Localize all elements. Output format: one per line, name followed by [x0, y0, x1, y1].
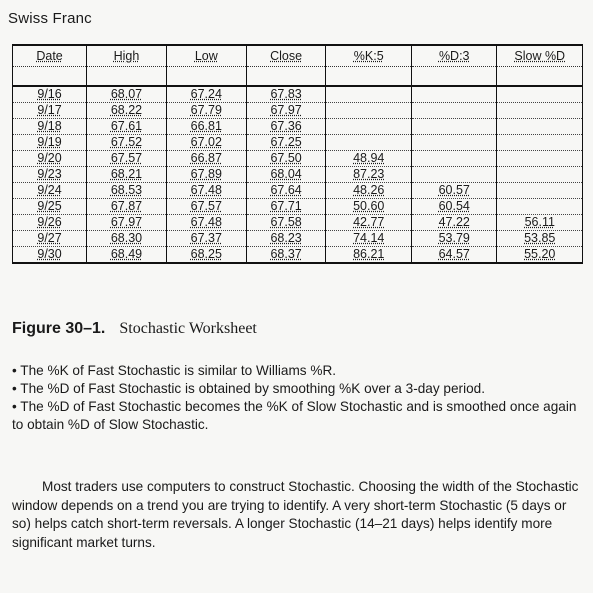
page-title: Swiss Franc [8, 10, 92, 27]
cell-close: 67.83 [246, 86, 326, 103]
table-row [13, 151, 583, 167]
cell-date: 9/23 [13, 167, 87, 183]
cell-d3: 60.54 [411, 199, 497, 215]
cell-date: 9/16 [13, 86, 87, 103]
cell-close: 67.25 [246, 135, 326, 151]
cell-high: 67.52 [87, 135, 167, 151]
cell-d3 [411, 167, 497, 183]
cell-close: 68.04 [246, 167, 326, 183]
cell-k5 [326, 86, 412, 103]
cell-date: 9/24 [13, 183, 87, 199]
header-slow-d: Slow %D [497, 45, 583, 67]
table-row [13, 86, 583, 103]
table-row [13, 167, 583, 183]
cell-k5: 48.26 [326, 183, 412, 199]
header-high: High [87, 45, 167, 67]
table-row [13, 199, 583, 215]
cell-d3 [411, 135, 497, 151]
cell-high: 68.49 [87, 247, 167, 264]
cell-d3 [411, 151, 497, 167]
cell-slow-d [497, 119, 583, 135]
cell-close: 67.71 [246, 199, 326, 215]
cell-slow-d [497, 183, 583, 199]
cell-k5: 50.60 [326, 199, 412, 215]
cell-date: 9/26 [13, 215, 87, 231]
table-row [13, 135, 583, 151]
figure-caption [12, 320, 257, 338]
cell-high: 68.21 [87, 167, 167, 183]
figure-number: Figure 30–1. [12, 320, 106, 337]
cell-high: 67.57 [87, 151, 167, 167]
cell-slow-d [497, 167, 583, 183]
table-row [13, 183, 583, 199]
cell-low: 68.25 [166, 247, 246, 264]
cell-close: 67.97 [246, 103, 326, 119]
table-row [13, 247, 583, 264]
cell-k5 [326, 119, 412, 135]
cell-date: 9/25 [13, 199, 87, 215]
cell-date: 9/30 [13, 247, 87, 264]
cell-close: 68.23 [246, 231, 326, 247]
bullet-item: • The %K of Fast Stochastic is similar to Williams %R. [12, 363, 337, 378]
bullet-item: • The %D of Fast Stochastic becomes the %K of Slow Stochastic and is smoothed once again to obtain %D of Slow Stochastic. [12, 399, 577, 432]
cell-slow-d: 56.11 [497, 215, 583, 231]
cell-close: 67.58 [246, 215, 326, 231]
table-spacer-row [13, 67, 583, 87]
cell-low: 67.48 [166, 183, 246, 199]
cell-d3 [411, 119, 497, 135]
cell-k5: 74.14 [326, 231, 412, 247]
cell-low: 67.79 [166, 103, 246, 119]
cell-slow-d [497, 103, 583, 119]
cell-d3 [411, 103, 497, 119]
table-row [13, 231, 583, 247]
cell-high: 68.53 [87, 183, 167, 199]
cell-high: 68.07 [87, 86, 167, 103]
cell-high: 68.30 [87, 231, 167, 247]
cell-d3: 47.22 [411, 215, 497, 231]
cell-date: 9/17 [13, 103, 87, 119]
cell-low: 66.81 [166, 119, 246, 135]
cell-slow-d: 53.85 [497, 231, 583, 247]
cell-low: 67.48 [166, 215, 246, 231]
cell-low: 66.87 [166, 151, 246, 167]
cell-low: 67.89 [166, 167, 246, 183]
cell-date: 9/20 [13, 151, 87, 167]
cell-close: 67.36 [246, 119, 326, 135]
header-k5: %K:5 [326, 45, 412, 67]
stochastic-worksheet-table [12, 44, 583, 264]
cell-k5: 86.21 [326, 247, 412, 264]
cell-close: 68.37 [246, 247, 326, 264]
cell-low: 67.57 [166, 199, 246, 215]
cell-high: 67.97 [87, 215, 167, 231]
header-close: Close [246, 45, 326, 67]
cell-d3: 60.57 [411, 183, 497, 199]
figure-title: Stochastic Worksheet [119, 320, 257, 337]
cell-d3 [411, 86, 497, 103]
cell-low: 67.37 [166, 231, 246, 247]
body-paragraph: Most traders use computers to construct Stochastic. Choosing the width of the Stochastic window depends on a trend you are trying to identify. A very short-term Stochastic (5 days or so) helps catch short-term reversals. A longer Stochastic (14–21 days) helps identify more significant market turns. [12, 479, 579, 550]
cell-date: 9/19 [13, 135, 87, 151]
bullet-item: • The %D of Fast Stochastic is obtained by smoothing %K over a 3-day period. [12, 381, 485, 396]
cell-k5: 48.94 [326, 151, 412, 167]
cell-k5: 42.77 [326, 215, 412, 231]
header-low: Low [166, 45, 246, 67]
cell-date: 9/18 [13, 119, 87, 135]
cell-low: 67.24 [166, 86, 246, 103]
cell-slow-d: 55.20 [497, 247, 583, 264]
cell-slow-d [497, 135, 583, 151]
bullet-list [12, 362, 582, 434]
cell-high: 67.87 [87, 199, 167, 215]
cell-high: 68.22 [87, 103, 167, 119]
cell-slow-d [497, 199, 583, 215]
cell-low: 67.02 [166, 135, 246, 151]
table-row [13, 103, 583, 119]
cell-slow-d [497, 151, 583, 167]
cell-k5 [326, 103, 412, 119]
table-row [13, 215, 583, 231]
cell-close: 67.50 [246, 151, 326, 167]
cell-k5 [326, 135, 412, 151]
header-d3: %D:3 [411, 45, 497, 67]
table-row [13, 119, 583, 135]
cell-d3: 64.57 [411, 247, 497, 264]
header-date: Date [13, 45, 87, 67]
cell-d3: 53.79 [411, 231, 497, 247]
table-header-row [13, 45, 583, 67]
cell-date: 9/27 [13, 231, 87, 247]
cell-slow-d [497, 86, 583, 103]
cell-high: 67.61 [87, 119, 167, 135]
cell-close: 67.64 [246, 183, 326, 199]
cell-k5: 87.23 [326, 167, 412, 183]
